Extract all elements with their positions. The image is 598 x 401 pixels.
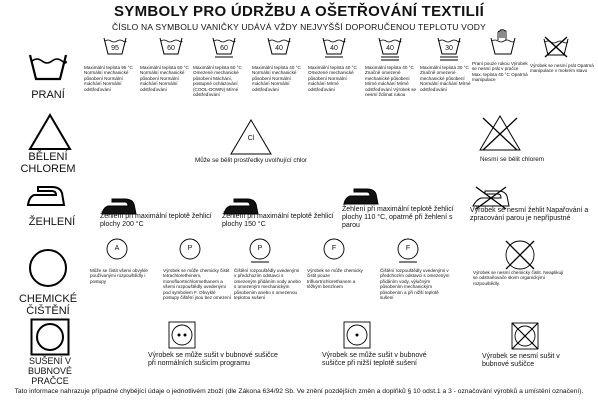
tumble-dry-icon [30,318,70,356]
bleach-triangle-icon [28,113,72,151]
tumble-text: Výrobek se může sušit v bubnové sušičce při nižší teplotě sušení [322,352,427,368]
no-tumble-icon [510,321,540,351]
iron-text: Žehlení při maximální teplotě žehlicí plochy 150 °C [222,213,334,229]
dry-clean-text: Výrobek se může chemicky čistit pouze trifluortrichlorethanem a těžkým benzínem [307,268,363,290]
wash-temp: 30 [445,45,453,52]
wash-temp: 95 [111,45,119,52]
wash-temp: 40 [330,45,338,52]
hand-wash-icon [489,28,517,56]
no-wash-icon [543,37,569,57]
dry-clean-text: Výrobek se může chemicky čistit tetrachlorethenem, monofluortrichlormethanem a všemi rozpouštědly uvedenými pod symbolem F. Obvyklé postupy čištění jsou bez omezení [163,268,231,301]
page-subtitle: ČÍSLO NA SYMBOLU VANIČKY UDÁVÁ VŽDY NEJVYŠŠÍ DOPORUČENOU TEPLOTU VODY [111,22,487,32]
tumble-normal-icon [168,321,196,349]
dry-clean-text: Čištění rozpouštědly uvedenými v předchozím odstavci s omezeným přidáním vody, výlučným působením mechanickým působením a při nižší teplotě sušení [380,268,450,301]
wash-text: Maximální teplota 40 °C Omezené mechanické působení Normální máchání Mírné odstřeďování [308,65,357,92]
dry-clean-text: Může se čistit všemi obvykle používanými rozpouštědly i postupy [90,268,148,284]
wash-text: Maximální teplota 30 °C Značně omezené mechanické působení Normální máchání Mírné odstřeďování [420,65,471,92]
footer-note: Tato informace nahrazuje případné chybějící údaje o jednotlivém zboží (dle Zákona 634/92 Sb. Ve znění pozdějších změn a doplňků § 10 odst.1 a 3 - označování výrobků a umístění označení). [14,388,584,395]
page-title: SYMBOLY PRO ÚDRŽBU A OŠETŘOVÁNÍ TEXTILIÍ [113,3,485,20]
wash-text: Maximální teplota 60 °C Omezené mechanické působení Máchání, postupné ochlazování (COOL-DOWN) Mírné odstřeďování [193,65,242,98]
iron-icon [26,183,66,207]
wash-temp: 40 [275,45,283,52]
wash-text: Maximální teplota 40 °C Značně omezené mechanické působení Mírné máchání Mírné odstřeďování Výrobek se nesmí ždímat rukou [365,65,417,98]
no-bleach-icon [477,114,523,152]
row-label-dry-clean: CHEMICKÉ ČIŠTĚNÍ [18,293,78,317]
wash-temp: 60 [220,45,228,52]
dry-clean-symbol: P [257,245,263,252]
wash-text: Maximální teplota 60 °C Normální mechanické působení Normální máchání Normální odstřeďování [140,65,189,92]
bleach-text: Může se bělit prostředky uvolňující chlor [195,157,307,164]
iron-text: Žehlení při maximální teplotě žehlicí plochy 110 °C, opatrně při žehlení s parou [342,206,454,230]
tumble-text: Výrobek se může sušit v bubnové sušičce při normálních sušicím programu [148,352,278,368]
iron-text: Výrobek se nesmí žehlit Napařování a zpracování parou je nepřípustné [470,207,589,223]
tumble-low-icon [343,321,371,349]
wash-text: Praní pouze rukou Výrobek se nesmí prát v pračce Max. teplota 40 °C Opatrná manipulace [472,61,528,83]
row-label-iron: ŽEHLENÍ [28,216,76,228]
dry-clean-text: Čištění rozpouštědly uvedenými v předchozím odstavci s omezeným přidáním vody anebo s omezeným mechanickým působením anebo s omezenou teplotou sušení [234,268,301,301]
dry-clean-symbol: A [114,245,120,252]
dry-clean-symbol: F [405,245,411,252]
wash-text: Výrobek se nesmí prát Opatrná manipulace v mokrém stavu [530,63,594,74]
tumble-text: Výrobek se nesmí sušit v bubnové sušičce [482,353,560,369]
iron-110-icon [342,186,380,206]
dry-clean-symbol: F [331,245,337,252]
bleach-text: Nesmí se bělit chlorem [480,156,545,163]
wash-temp: 40 [386,45,394,52]
dry-clean-text: Výrobek se nesmí chemicky čistit. Neaplikují se odstraňovače skvrn organickými rozpouštědly. [473,270,564,286]
dry-clean-circle-icon [28,248,68,288]
iron-text: Žehlení při maximální teplotě žehlicí plochy 200 °C [100,213,212,229]
wash-text: Maximální teplota 40 °C Normální mechanické působení Normální máchání Normální odstřeďování [252,65,301,92]
no-dry-clean-icon [502,237,538,273]
row-label-tumble: SUŠENÍ V BUBNOVÉ PRAČCE [27,356,72,386]
wash-tub-icon [28,52,68,82]
row-label-bleach: BĚLENÍ CHLOREM [20,151,76,175]
bleach-symbol: Cl [247,135,255,142]
row-label-wash: PRANÍ [31,89,65,101]
dry-clean-symbol: P [187,245,193,252]
wash-temp: 60 [167,45,175,52]
wash-text: Maximální teplota 95 °C Normální mechanické působení Normální máchání Normální odstřeďování [84,65,133,92]
